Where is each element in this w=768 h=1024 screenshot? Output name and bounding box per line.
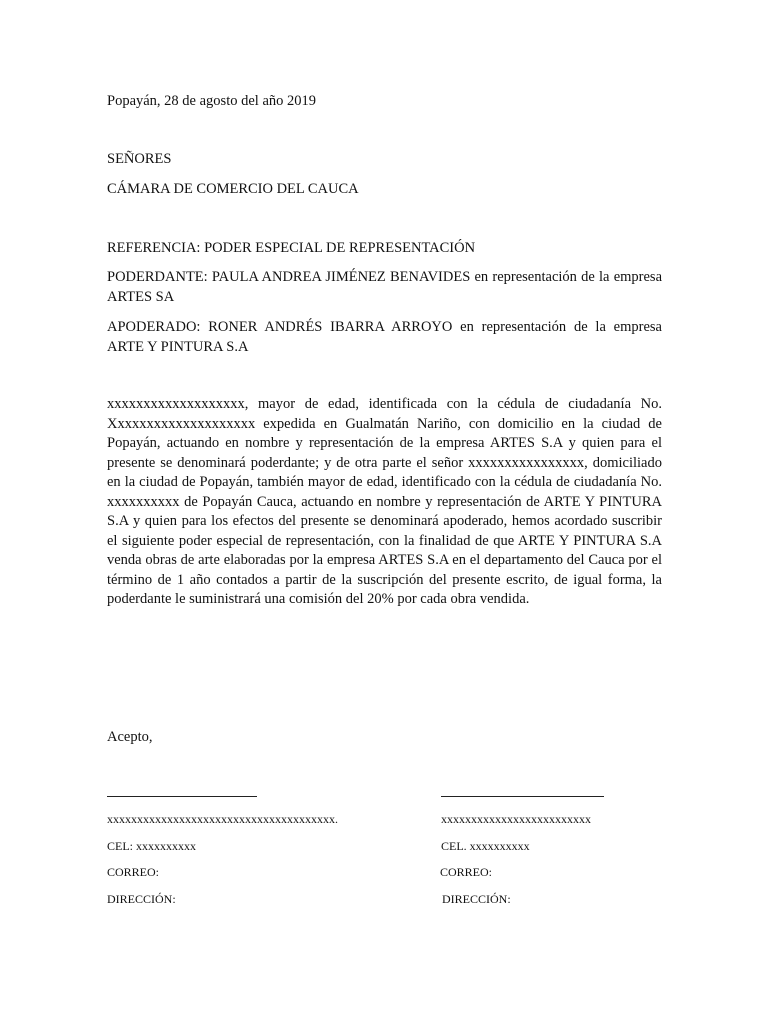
right-signature-line	[441, 796, 604, 797]
left-signer-direccion: DIRECCIÓN:	[107, 892, 176, 906]
right-signer-name: xxxxxxxxxxxxxxxxxxxxxxxxx	[441, 812, 591, 826]
right-signer-direccion: DIRECCIÓN:	[442, 892, 511, 906]
right-signer-correo: CORREO:	[440, 865, 493, 879]
right-signer-cel: CEL. xxxxxxxxxx	[441, 839, 530, 853]
left-signer-cel: CEL: xxxxxxxxxx	[107, 839, 196, 853]
left-signature-line	[107, 796, 257, 797]
apoderado-paragraph: APODERADO: RONER ANDRÉS IBARRA ARROYO en representación de la empresa ARTE Y PINTURA S.A	[107, 319, 662, 355]
body-paragraph: xxxxxxxxxxxxxxxxxxx, mayor de edad, identificada con la cédula de ciudadanía No. Xxxxxxxxxxxxxxxxxxxx expedida en Gualmatán Nariño, con domicilio en la ciudad de Popayán, actuando en nombre y representación de la empresa ARTES S.A y quien para el presente se denominará poderdante; y de otra parte el señor xxxxxxxxxxxxxxxx, domiciliado en la ciudad de Popayán, también mayor de edad, identificado con la cédula de ciudadanía No. xxxxxxxxxx de Popayán Cauca, actuando en nombre y representación de ARTE Y PINTURA S.A y quien para los efectos del presente se denominará apoderado, hemos acordado suscribir el siguiente poder especial de representación, con la finalidad de que ARTE Y PINTURA S.A venda obras de arte elaboradas por la empresa ARTES S.A en el departamento del Cauca por el término de 1 año contados a partir de la suscripción del presente escrito, de igual forma, la poderdante le suministrará una comisión del 20% por cada obra vendida.	[107, 396, 662, 607]
addressee-entity: CÁMARA DE COMERCIO DEL CAUCA	[107, 181, 359, 197]
closing-line: Acepto,	[107, 729, 153, 745]
reference-line: REFERENCIA: PODER ESPECIAL DE REPRESENTACIÓN	[107, 240, 476, 256]
addressee-salutation: SEÑORES	[107, 151, 172, 167]
left-signer-name: xxxxxxxxxxxxxxxxxxxxxxxxxxxxxxxxxxxxxx.	[107, 812, 338, 826]
left-signer-correo: CORREO:	[107, 865, 160, 879]
date-line: Popayán, 28 de agosto del año 2019	[107, 93, 317, 109]
poderdante-paragraph: PODERDANTE: PAULA ANDREA JIMÉNEZ BENAVIDES en representación de la empresa ARTES SA	[107, 269, 662, 305]
